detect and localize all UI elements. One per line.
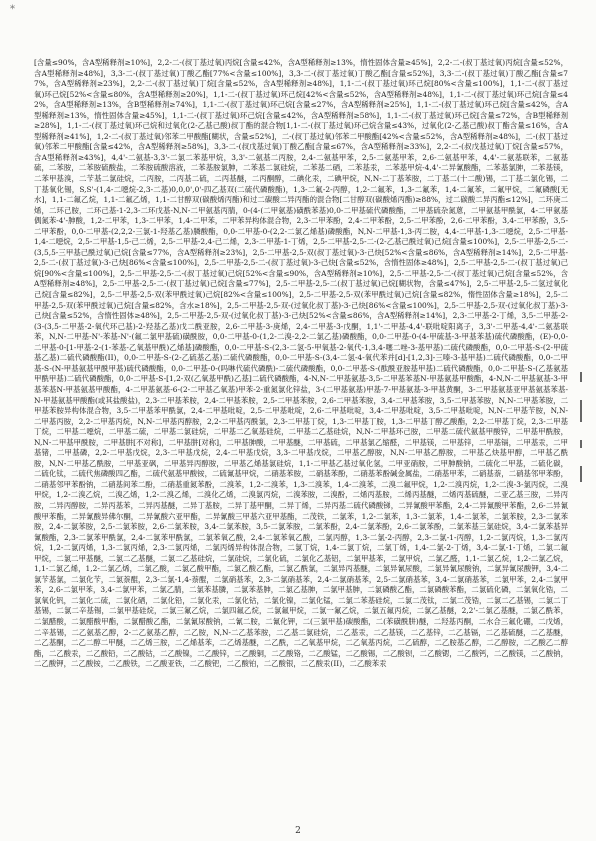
binding-marks — [572, 372, 590, 522]
corner-mark: * — [10, 4, 15, 15]
chemical-list-text: [含量≤90%，含A型稀释剂≥10%]，2,2-二-(叔丁基过氧)丙烷[含量≤42%，含A型稀释剂≥13%，惰性固体含量≥45%]，2,2-二-(叔丁基过氧)丙烷[含量≤52%，含A型稀释剂≥48%]，3,3-二-(叔丁基过氧)丁酸乙酯[77%<含量≤100%]，3,3-二-(叔丁基过氧)丁酸乙酯[含量≤52%]，3,3-二-(叔丁基过氧)丁酸乙酯[含量≤77%，含A型稀释剂≥23%]，2,2-二-(叔丁基过氧)丁烷[含量≤52%，含A型稀释剂≥48%]，1,1-二-(叔丁基过氧)环己烷[80%<含量≤100%]，1,1-二-(叔丁基过氧)环己烷[52%<含量≤80%，含A型稀释剂≥20%]，1,1-二-(叔丁基过氧)环己烷[42%<含量≤52%，含A型稀释剂≥48%]，1,1-二-(叔丁基过氧)环己烷[含量≤42%，含A型稀释剂≥13%，含B型稀释剂≥74%]，1,1-二-(叔丁基过氧)环己烷[含量≤27%，含A型稀释剂≥25%]，1,1-二-(叔丁基过氧)环己烷[含量≤42%，含A型稀释剂≥13%，惰性固体含量≥45%]，1,1-二-(叔丁基过氧)环己烷[含量≤42%，含A型稀释剂≥58%]，1,1-二-(叔丁基过氧)环己烷[含量≤72%，含B型稀释剂≥28%]，1,1-二-(叔丁基过氧)环己烷和过氧化(2-乙基己酸)叔丁酯的混合物[1,1-二-(叔丁基过氧)环己烷含量≤43%，过氧化(2-乙基己酸)叔丁酯含量≤16%，含A型稀释剂≥41%]，1,2-二-(叔丁基过氧)邻苯二甲酸酯[糊状，含量≤52%]，二-(叔丁基过氧)邻苯二甲酸酯[42%<含量≤52%，含A型稀释剂≥48%]，二-(叔丁基过氧)邻苯二甲酸酯[含量≤42%，含A型稀释剂≥58%]，3,3-二-(叔戊基过氧)丁酸乙酯[含量≤67%，含A型稀释剂≥33%]，2,2-二-(叔戊基过氧)丁烷[含量≤57%，含A型稀释剂≥43%]，4,4'-二氨基-3,3'-二氯二苯基甲烷，3,3'-二氨基二丙胺，2,4-二氨基甲苯，2,5-二氨基甲苯，2,6-二氨基甲苯，4,4'-二氨基联苯，二氨基硫，二苯胺，二苯胺硫酸盐，二苯胺硫酸溶液，二苯基胺氯胂，二苯基二氯硅烷，二苯基二硒，二苯基汞，二苯基甲烷-4,4'-二异氰酸酯，二苯基氯胂，二苯基镁，二苯甲基溴，二苄基二氯硅烷，二丙胺，二丙基二硫，二丙基醚，二丙酮醇，二碘化汞，二碘甲烷，N,N-二丁基苯胺，二丁基二(十二酸)锡，二丁基二氯化锡，二丁基氧化锡，S,S'-(1,4-二噁烷-2,3-二基)0,0,0',0'-四乙基双(二硫代磷酸酯)，1,3-二氟-2-丙醇，1,2-二氟苯，1,3-二氟苯，1,4-二氟苯，二氟甲烷，二氟磷酸[无水]，1,1-二氟乙烷，1,1-二氟乙烯，1,1-二甘醇双(碳酸烯丙酯)和过二碳酸二异丙酯的混合物[二甘醇双(碳酸烯丙酯)≥88%，过二碳酸二异丙酯≤12%]，二环庚二烯，二环己胺，二环己基-1-2,3-二环戊基-N,N-二甲氨基丙腈，0-(4-(二甲氨基)磺酰苯基)0,0-二甲基硫代磷酸酯，二甲基硫杂氮蒽，二甲氨基甲酰氯，4-二甲氨基偶氮苯-4'-胂酸，1,2-二甲苯，1,3-二甲苯，1,4-二甲苯，二甲苯异构体混合物，2,3-二甲苯酚，2,4-二甲苯酚，2,5-二甲苯酚，2,6-二甲苯酚，3,4-二甲苯酚，3,5-二甲苯酚，0,0-二甲基-(2,2,2-三氯-1-羟基乙基)膦酸酯，0,0-二甲基-0-(2,2-二氯乙烯基)磷酸酯，N,N-二甲基-1,3-丙二胺，4,4-二甲基-1,3-二噁烷，2,5-二甲基-1,4-二噁烷，2,5-二甲基-1,5-己二烯，2,5-二甲基-2,4-己二烯，2,3-二甲基-1-丁烯，2,5-二甲基-2,5-二-(2-乙基己酰过氧)己烷[含量≤100%]，2,5-二甲基-2,5-二-(3,5,5-三甲基己酰过氧)己烷[含量≤77%，含A型稀释剂≥23%]，2,5-二甲基-2,5-双(叔丁基过氧)-3-己炔[52%<含量≤86%，含A型稀释剂≥14%]，2,5-二甲基-2,5-二-(叔丁基过氧)-3-己炔[86%<含量≤100%]，2,5-二甲基-2,5-二-(叔丁基过氧)-3-己炔[含量≤52%，含惰性固体≥48%]，2,5-二甲基-2,5-二-(叔丁基过氧)己烷[90%<含量≤100%]，2,5-二甲基-2,5-二-(叔丁基过氧)己烷[52%<含量≤90%，含A型稀释剂≥10%]，2,5-二甲基-2,5-二-(叔丁基过氧)己烷[含量≤52%，含A型稀释剂≥48%]，2,5-二甲基-2,5-二-(叔丁基过氧)己烷[含量≤77%]，2,5-二甲基-2,5-二(叔丁基过氧)己烷[糊状物，含量≤47%]，2,5-二甲基-2,5-二氢过氧化己烷[含量≤82%]，2,5-二甲基-2,5-双(苯甲酰过氧)己烷[82%<含量≤100%]，2,5-二甲基-2,5-双(苯甲酰过氧)己烷[含量≤82%，惰性固体含量≥18%]，2,5-二甲基-2,5-双(苯甲酰过氧)己烷[含量≤82%，含水≥18%]，2,5-二甲基-2,5-双-(过氧化叔丁基)-3-己炔[86%<含量≤100%]，2,5-二甲基-2,5-双-(过氧化叔丁基)-3-己炔[含量≤52%，含惰性固体≥48%]，2,5-二甲基-2,5-双-(过氧化叔丁基)-3-己炔[52%<含量≤86%，含A型稀释剂≥14%]，2,3-二甲基-2-丁烯，3,5-二甲基-2-(3-(3,5-二甲基-2-氧代环己基)-2-羟基乙基)戊二酰亚胺，2,6-二甲基-3-庚烯，2,4-二甲基-3-戊酮，1,1'-二甲基-4,4'-联吡啶阳离子，3,3'-二甲基-4,4'-二氨基联苯，N,N-二甲基-N'-苯基-N'-(氟二氯甲基硫)磺酰胺，0,0-二甲基-0-(1,2-二溴-2,2-二氯乙基)磷酸酯，0,0-二甲基-0-(4-甲硫基-3-甲基苯基)硫代磷酸酯，(E)-0,0-二甲基-0-[1-甲基-2-(1-苯基-乙氧基甲酰)乙烯基]磷酸酯，0,0-二甲基-S-(2,3-二氢-5-甲氧基-2-氧代-1,3,4-噻二唑-3-基甲基)二硫代磷酸酯，0,0-二甲基-S-(2-甲硫基乙基)二硫代磷酸酯(II)，0,0-二甲基-S-(2-乙硫基乙基)二硫代磷酸酯，0,0-二甲基-S-(3,4-二氢-4-氧代苯并[d]-[1,2,3]-三嗪-3-基甲基)二硫代磷酸酯，0,0-二甲基-S-(N-甲基氨基甲酰甲基)硫代磷酸酯，0,0-二甲基-0-(吗啉代硫代磷酰)-二硫代磷酸酯，0,0-二甲基-S-(酞酰亚胺基甲基)二硫代磷酸酯，0,0-二甲基-S-(乙基氨基甲酰甲基)二硫代磷酸酯，0,0-二甲基-S-[1,2-双(乙氧基甲酰)乙基]二硫代磷酸酯，4-N,N-二甲基氨基-3,5-二甲基苯基N-甲基氨基甲酸酯，4-N,N-二甲基氨基-3-甲基苯基N-甲基氨基甲酸酯，4-二甲基氨基-6-(2-二甲基乙氧基)甲苯-2-重氮氯化锌盐，3-(二甲基氨基)甲基-7-甲基氨基-3-甲基黄酮，3-二甲基氨基亚甲基氨基苯基-N-甲基氨基甲酸酯(或其盐酸盐)，2,3-二甲基苯胺，2,4-二甲基苯胺，2,5-二甲基苯胺，2,6-二甲基苯胺，3,4-二甲基苯胺，3,5-二甲基苯胺，N,N-二甲基苯胺，二甲基苯胺异构体混合物，3,5-二甲基苯甲酰氯，2,4-二甲基吡啶，2,5-二甲基吡啶，2,6-二甲基吡啶，3,4-二甲基吡啶，3,5-二甲基吡啶，N,N-二甲基苄胺，N,N-二甲基丙胺，2,2-二甲基丙烷，N,N-二甲基丙醇胺，2,2-二甲基丙酰氯，2,3-二甲基丁烷，1,3-二甲基丁胺，1,3-二甲基丁醇乙酸酯，2,2-二甲基丁烷，2,3-二甲基丁烷，二甲基二噁烷，二甲基二硫，二甲基二氯硅烷，二甲基二乙氧基硅烷，二甲基二乙基硅烷，N,N-二甲基环己胺，二甲基二硫代氨基甲酸锌，二甲基甲酰胺，N,N-二甲基甲酰胺，二甲基肼[不对称]，二甲基肼[对称]，二甲基胂酸，二甲基醚，二甲基硫，二甲基氯乙缩醛，二甲基镁，二甲基锌，二甲基镉，二甲基汞，二甲基锗，二甲基磷，2,2-二甲基戊烷，2,3-二甲基戊烷，2,4-二甲基戊烷，3,3-二甲基戊烷，二甲基乙醇胺，N,N-二甲基乙醇胺，二甲基乙炔基甲醇，二甲基乙酰胺，N,N-二甲基乙酰胺，二甲基亚砜，二甲基异丙醇胺，二甲基乙烯基氯硅烷，1,1-二甲基乙基过氧化氢，二甲亚硝胺，二甲胂酸钠，二硫化二甲基，二硫化碳，二硫化钛，二硫代焦磷酸四乙酯，二硫代氨基甲酸铵，二硫氰基甲烷，二硝基苯胺，二硝基苯酚，二硝基苯酚碱金属盐，二硝基甲苯，二硝基萘，二硝基邻甲苯酚，二硝基邻甲苯酚钠，二硝基间苯二酚，二硝基重氮苯酚，二溴苯，1,2-二溴苯，1,3-二溴苯，1,4-二溴苯，二溴二氟甲烷，1,2-二溴丙烷，1,2-二溴-3-氯丙烷，二溴甲烷，1,2-二溴乙烷，二溴乙烯，1,2-二溴乙烯，二溴化乙烯，二溴氯丙烷，二溴苯胺，二溴酚，二烯丙基胺，二烯丙基醚，二烯丙基硫醚，二亚乙基三胺，二异丙胺，二异丙醇胺，二异丙基苯，二异丙基醚，二异丁基胺，二异丁基甲酮，二异丁烯，二异丙基二硫代磷酸锑，二异氰酸甲苯酯，2,4-二异氰酸甲苯酯，2,6-二异氰酸甲苯酯，二异氰酸异佛尔酮，二异氰酸六亚甲酯，二异氰酸三甲基六亚甲基酯，二茂铁，二氯苯，1,2-二氯苯，1,3-二氯苯，1,4-二氯苯，二氯苯胺，2,3-二氯苯胺，2,4-二氯苯胺，2,5-二氯苯胺，2,6-二氯苯胺，3,4-二氯苯胺，3,5-二氯苯胺，二氯苯酚，2,4-二氯苯酚，2,6-二氯苯酚，二氯苯基三氯硅烷，3,4-二氯苯基异氰酸酯，2,3-二氯苯甲酰氯，2,4-二氯苯甲酰氯，二氯苯氧乙酸，2,4-二氯苯氧乙酸，二氯丙醇，1,3-二氯-2-丙醇，2,3-二氯-1-丙醇，1,2-二氯丙烷，1,3-二氯丙烷，1,2-二氯丙烯，1,3-二氯丙烯，2,3-二氯丙烯，二氯丙烯异构体混合物，二氯丁烷，1,4-二氯丁烷，二氯丁烯，1,4-二氯-2-丁烯，3,4-二氯-1-丁烯，二氯二氟甲烷，二氯二甲基醚，二氯二乙基醚，二氯二乙基硅烷，二氯硅烷，二氯化硫，二氯化乙基铝，二氯甲基苯，二氯甲烷，二氯乙醛，1,1-二氯乙烷，1,2-二氯乙烷，1,1-二氯乙烯，1,2-二氯乙烯，二氯乙酸，二氯乙酸甲酯，二氯乙酸乙酯，二氯乙酰氯，二氯异丙基醚，二氯异氰尿酸，二氯异氰尿酸钠，二氯异氰尿酸钾，3,4-二氯苄基氯，二氯化苄，二氯萘醌，2,3-二氯-1,4-萘醌，二氯硝基苯，2,3-二氯硝基苯，2,4-二氯硝基苯，2,5-二氯硝基苯，3,4-二氯硝基苯，二氯甲苯，2,4-二氯甲苯，2,6-二氯甲苯，3,4-二氯甲苯，二氯乙腈，二氯苯基膦，二氯苯基胂，二氯乙基胂，二氯甲基胂，二氯磷酸乙酯，二氯磷酸苯酯，二氯硫化磷，二氯氧化锆，二氯氧化钒，二氯化二硫，二氯化硒，二氯化铅，二氯化汞，二氯化钴，二氯化镍，二氯化锰，二氯二苯基硅烷，二氯二茂钛，二氯二茂锆，二氯二乙基锡，二氯二丁基锡，二氯二辛基锡，二氯甲基硅烷，二氯三氟乙烷，二氯四氟乙烷，二氯氟甲烷，二氯一氟乙烷，二氯五氟丙烷，二氯乙基醚，2,2'-二氯乙基醚，二氯乙酰苯，二氯醋酸，二氯醋酸甲酯，二氯醋酸乙酯，二氯氰尿酸钠，二氰二胺，二氰化钾，二(三氯甲基)碳酸酯，二(苯磺酰肼)醚，二羟基丙酮，二水合三氟化硼，二戊烯，二辛基锡，二乙氨基乙醇，2-二乙氨基乙醇，二乙胺，N,N-二乙基苯胺，二乙基二氯硅烷，二乙基汞，二乙基镁，二乙基锌，二乙基镉，二乙基硫醚，二乙基醚，二乙基酮，二乙二醇二甲醚，二乙烯三胺，二乙烯基苯，二乙烯基醚，二乙酰，二乙氧基甲烷，二乙氧基丙烷，二乙硫醇，二乙胺基乙醇，二乙醇胺，二乙酸乙二醇酯，二乙酸汞，二乙酸铅，二乙酸钴，二乙酸镍，二乙酸锌，二乙酸铜，二乙酸铬，二乙酸锰，二乙酸锡，二乙酸钡，二乙酸锶，二乙酸钙，二乙酸镁，二乙酸钠，二乙酸钾，二乙酸铵，二乙酸铁，二乙酸亚铁，二乙酸钯，二乙酸铂，二乙酸银，二乙酸汞(II)，二乙酸苯汞 — [34, 58, 568, 669]
page-number: 2 — [295, 826, 301, 836]
